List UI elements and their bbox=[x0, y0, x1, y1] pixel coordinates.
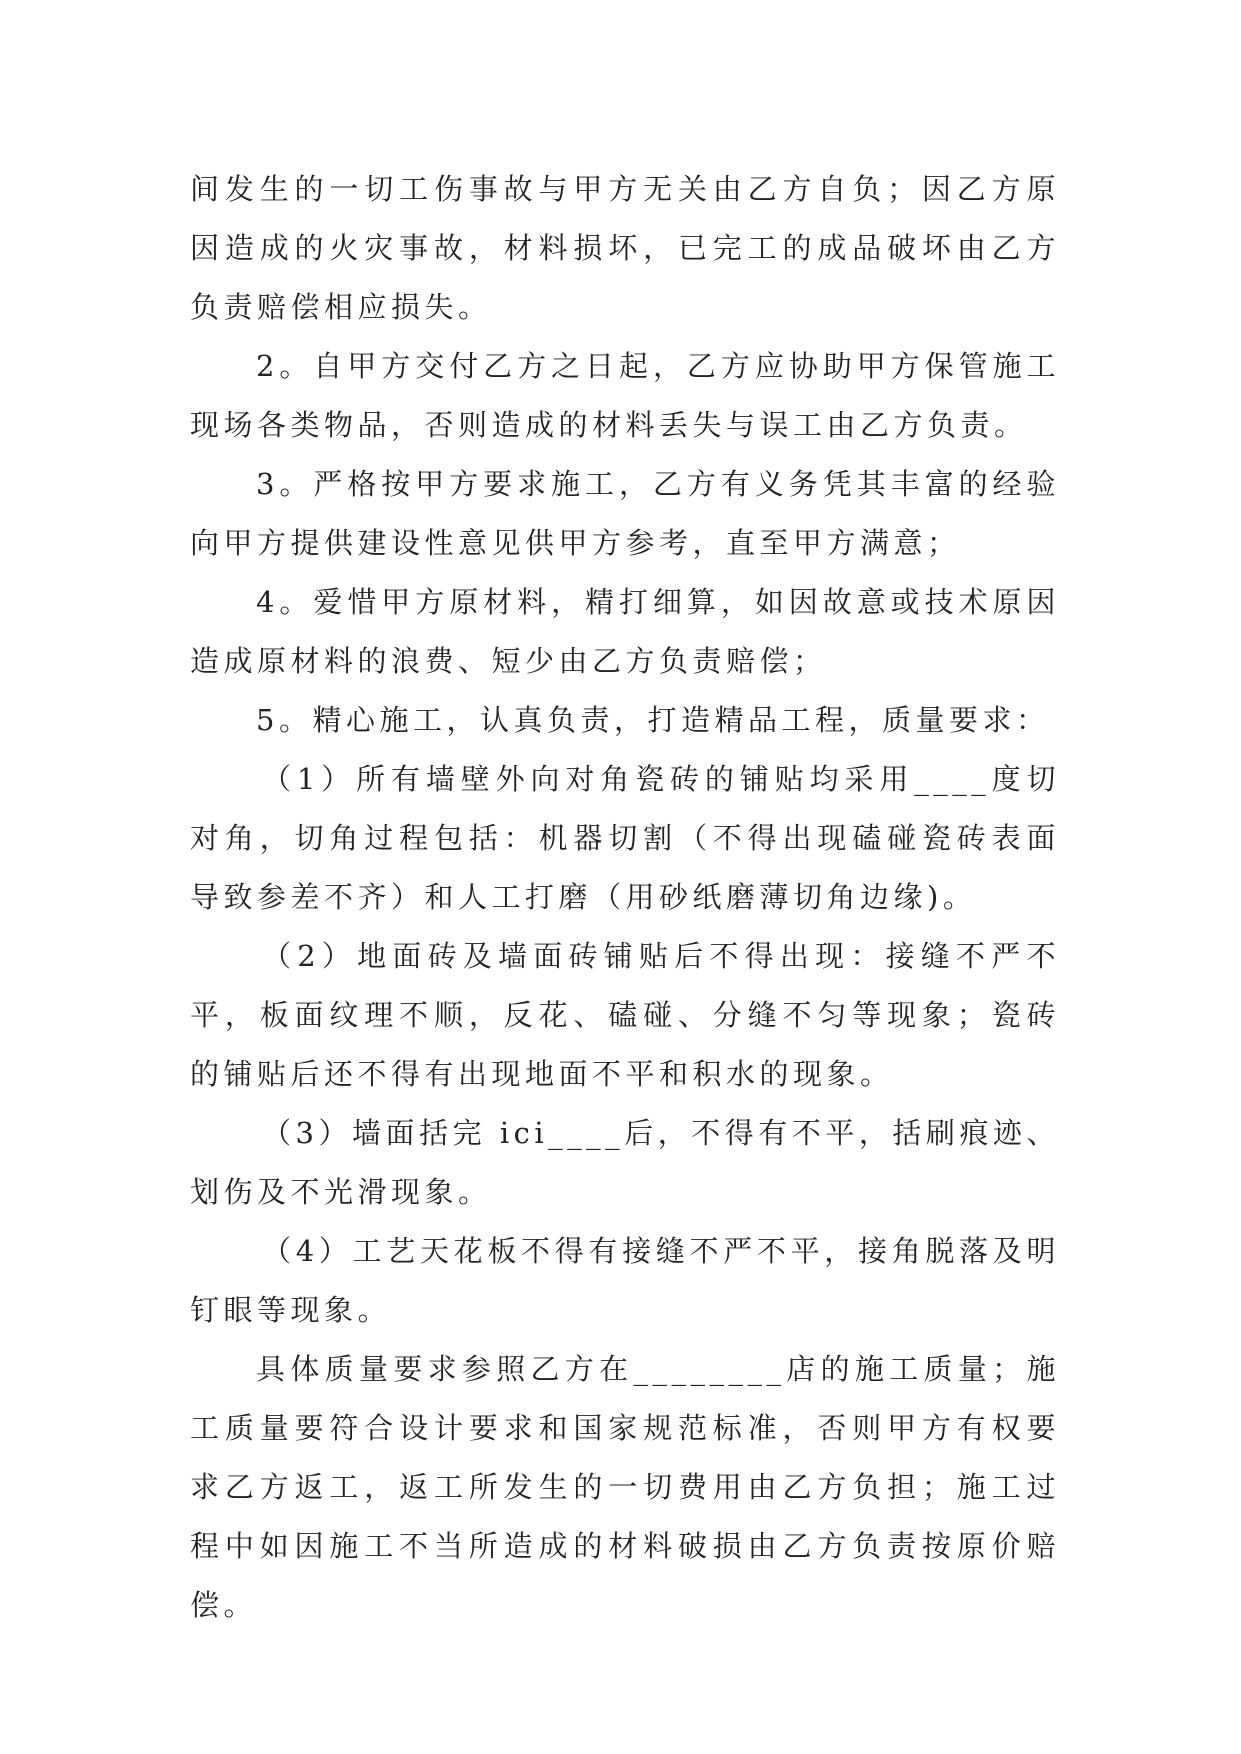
sub-clause-1: （1）所有墙壁外向对角瓷砖的铺贴均采用____度切对角，切角过程包括：机器切割（不得出现磕碰瓷砖表面导致参差不齐）和人工打磨（用砂纸磨薄切角边缘)。 bbox=[190, 762, 1060, 914]
paragraph-continuation: 间发生的一切工伤事故与甲方无关由乙方自负；因乙方原因造成的火灾事故，材料损坏，已完工的成品破坏由乙方负责赔偿相应损失。 bbox=[190, 172, 1060, 324]
sub-clause-3: （3）墙面括完 ici____后，不得有不平，括刷痕迹、划伤及不光滑现象。 bbox=[190, 1116, 1060, 1209]
clause-5: 5。精心施工，认真负责，打造精品工程，质量要求： bbox=[256, 703, 1050, 737]
clause-2: 2。自甲方交付乙方之日起，乙方应协助甲方保管施工现场各类物品，否则造成的材料丢失与误工由乙方负责。 bbox=[190, 349, 1060, 442]
contract-body bbox=[190, 160, 1060, 1635]
sub-clause-4: （4）工艺天花板不得有接缝不严不平，接角脱落及明钉眼等现象。 bbox=[190, 1234, 1060, 1327]
sub-clause-2: （2）地面砖及墙面砖铺贴后不得出现：接缝不严不平，板面纹理不顺，反花、磕碰、分缝不匀等现象；瓷砖的铺贴后还不得有出现地面不平和积水的现象。 bbox=[190, 939, 1060, 1091]
paragraph-quality-requirements: 具体质量要求参照乙方在________店的施工质量；施工质量要符合设计要求和国家规范标准，否则甲方有权要求乙方返工，返工所发生的一切费用由乙方负担；施工过程中如因施工不当所造成的材料破损由乙方负责按原价赔偿。 bbox=[190, 1352, 1060, 1622]
clause-3: 3。严格按甲方要求施工，乙方有义务凭其丰富的经验向甲方提供建设性意见供甲方参考，直至甲方满意； bbox=[190, 467, 1060, 560]
clause-4: 4。爱惜甲方原材料，精打细算，如因故意或技术原因造成原材料的浪费、短少由乙方负责赔偿； bbox=[190, 585, 1060, 678]
